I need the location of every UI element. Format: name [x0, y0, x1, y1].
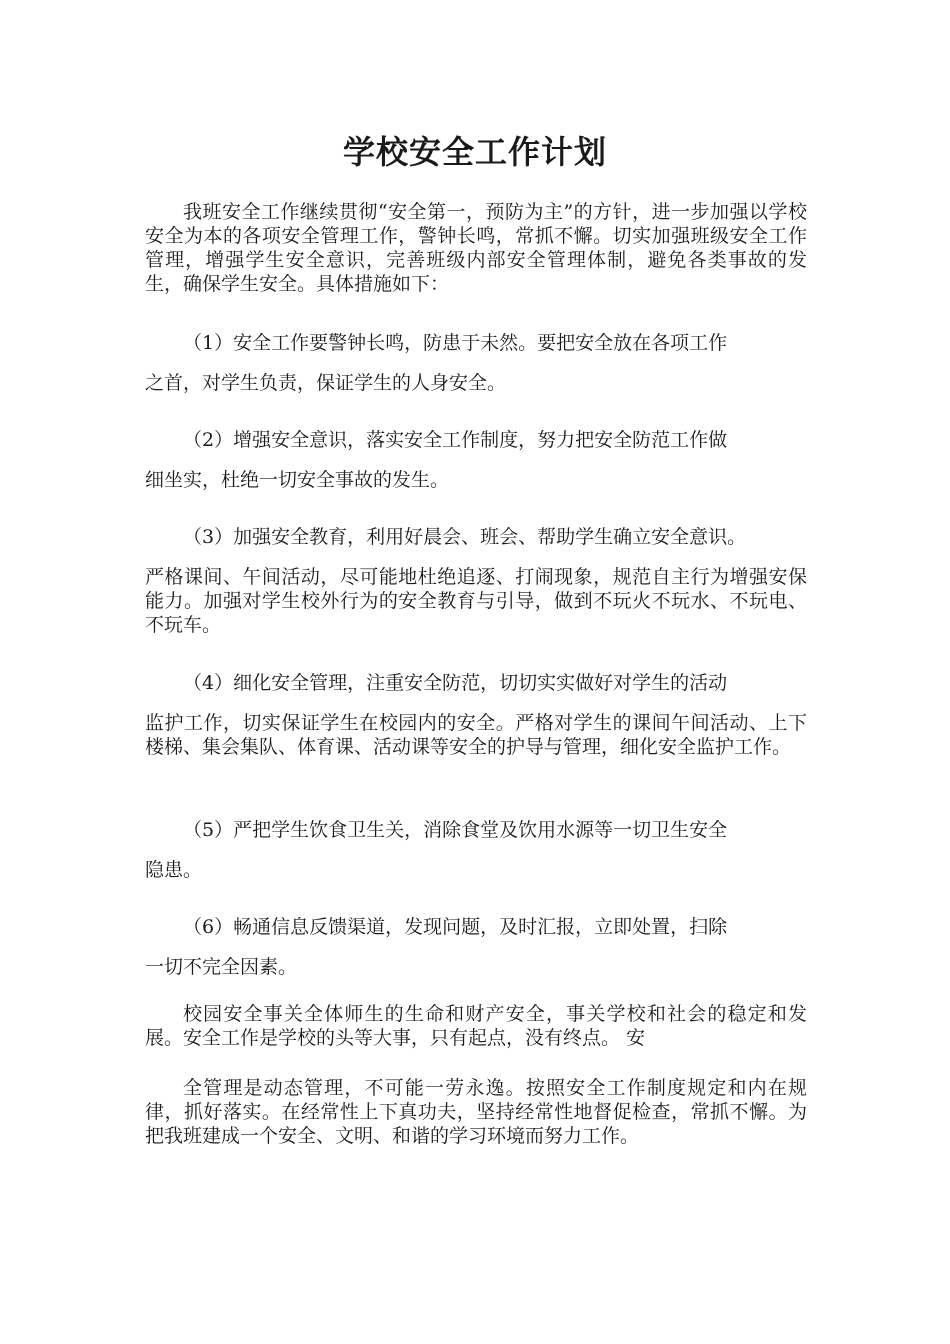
measure-4-continuation: 监护工作，切实保证学生在校园内的安全。严格对学生的课间午间活动、上下楼梯、集会集队、体育课、活动课等安全的护导与管理，细化安全监护工作。	[145, 712, 807, 758]
measure-1-continuation: 之首，对学生负责，保证学生的人身安全。	[145, 372, 507, 394]
measure-3-first-line: （3）加强安全教育，利用好晨会、班会、帮助学生确立安全意识。	[183, 526, 747, 548]
closing-paragraph-2: 全管理是动态管理，不可能一劳永逸。按照安全工作制度规定和内在规律，抓好落实。在经常性上下真功夫，坚持经常性地督促检查，常抓不懈。为把我班建成一个安全、文明、和谐的学习环境而努力工作。	[145, 1077, 807, 1147]
measure-6-continuation: 一切不完全因素。	[145, 956, 298, 978]
measure-2-continuation: 细坐实，杜绝一切安全事故的发生。	[145, 469, 450, 491]
measure-1-first-line: （1）安全工作要警钟长鸣，防患于未然。要把安全放在各项工作	[183, 332, 728, 354]
measure-5-continuation: 隐患。	[145, 859, 203, 881]
measure-2-first-line: （2）增强安全意识，落实安全工作制度，努力把安全防范工作做	[183, 429, 728, 451]
measure-5-first-line: （5）严把学生饮食卫生关，消除食堂及饮用水源等一切卫生安全	[183, 819, 728, 841]
measure-4-first-line: （4）细化安全管理，注重安全防范，切切实实做好对学生的活动	[183, 672, 728, 694]
document-title: 学校安全工作计划	[342, 133, 607, 171]
measure-6-first-line: （6）畅通信息反馈渠道，发现问题，及时汇报，立即处置，扫除	[183, 916, 728, 938]
closing-paragraph-1: 校园安全事关全体师生的生命和财产安全，事关学校和社会的稳定和发展。安全工作是学校的头等大事，只有起点，没有终点。 安	[145, 1003, 807, 1049]
intro-paragraph: 我班安全工作继续贯彻“安全第一，预防为主”的方针，进一步加强以学校安全为本的各项安全管理工作，警钟长鸣，常抓不懈。切实加强班级安全工作管理，增强学生安全意识，完善班级内部安全管理体制，避免各类事故的发生，确保学生安全。具体措施如下：	[145, 201, 807, 295]
measure-3-continuation: 严格课间、午间活动，尽可能地杜绝追逐、打闹现象，规范自主行为增强安保能力。加强对学生校外行为的安全教育与引导，做到不玩火不玩水、不玩电、不玩车。	[145, 566, 807, 636]
